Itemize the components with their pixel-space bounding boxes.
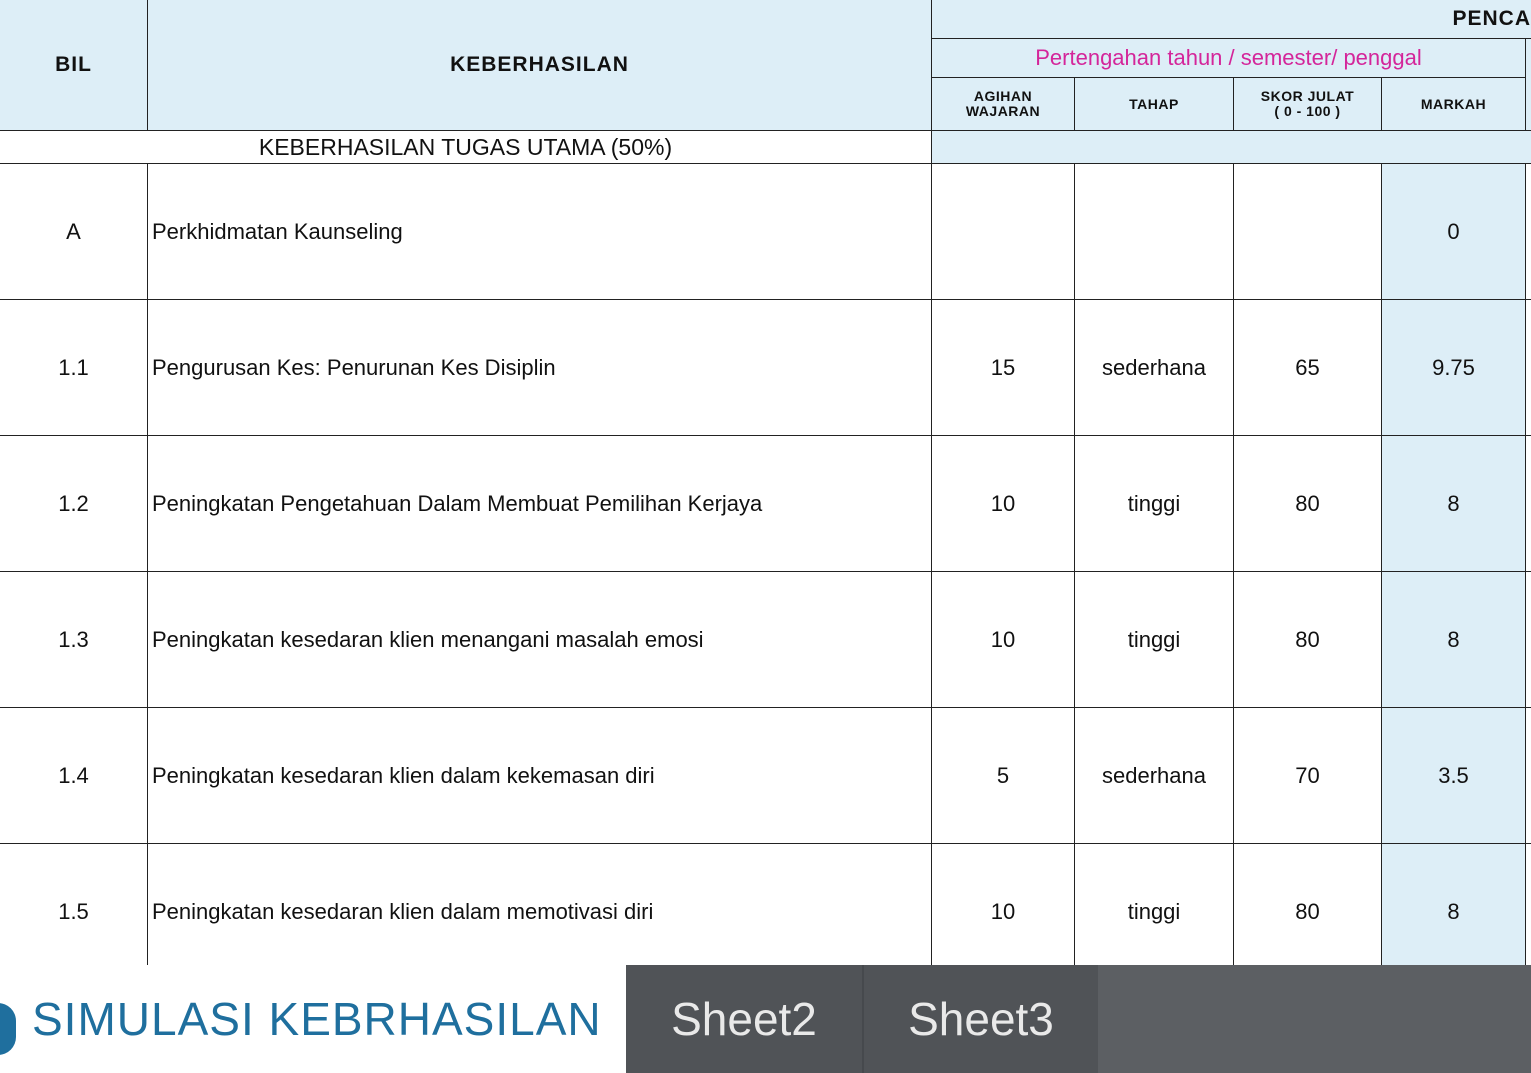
cell-extra[interactable] bbox=[1526, 436, 1531, 572]
header-bil[interactable]: BIL bbox=[0, 0, 148, 131]
cell-bil[interactable]: 1.1 bbox=[0, 300, 148, 436]
cell-keberhasilan[interactable]: Peningkatan kesedaran klien menangani masalah emosi bbox=[148, 572, 932, 708]
header-agihan-line2: WAJARAN bbox=[965, 103, 1041, 119]
cell-extra[interactable] bbox=[1526, 300, 1531, 436]
cell-skor[interactable]: 70 bbox=[1234, 708, 1382, 844]
cell-markah[interactable]: 8 bbox=[1382, 436, 1526, 572]
tab-sheet2[interactable] bbox=[626, 965, 864, 1073]
cell-agihan[interactable] bbox=[932, 164, 1075, 300]
cell-bil[interactable]: 1.5 bbox=[0, 844, 148, 965]
header-keberhasilan[interactable]: KEBERHASILAN bbox=[148, 0, 932, 131]
cell-tahap[interactable]: tinggi bbox=[1075, 436, 1234, 572]
cell-agihan[interactable]: 15 bbox=[932, 300, 1075, 436]
header-period[interactable]: Pertengahan tahun / semester/ penggal bbox=[932, 39, 1526, 78]
cell-bil[interactable]: 1.3 bbox=[0, 572, 148, 708]
cell-skor[interactable] bbox=[1234, 164, 1382, 300]
cell-extra[interactable] bbox=[1526, 844, 1531, 965]
header-tahap[interactable] bbox=[1075, 78, 1234, 131]
cell-agihan[interactable]: 10 bbox=[932, 572, 1075, 708]
cell-skor[interactable]: 80 bbox=[1234, 436, 1382, 572]
tab-sheet3[interactable] bbox=[864, 965, 1098, 1073]
cell-skor[interactable]: 80 bbox=[1234, 844, 1382, 965]
cell-bil[interactable]: A bbox=[0, 164, 148, 300]
cell-markah[interactable]: 0 bbox=[1382, 164, 1526, 300]
cell-extra[interactable] bbox=[1526, 708, 1531, 844]
cell-extra[interactable] bbox=[1526, 164, 1531, 300]
cell-markah[interactable]: 8 bbox=[1382, 844, 1526, 965]
cell-agihan[interactable]: 5 bbox=[932, 708, 1075, 844]
cell-skor[interactable]: 80 bbox=[1234, 572, 1382, 708]
cell-extra[interactable] bbox=[1526, 572, 1531, 708]
header-agihan-line1: AGIHAN bbox=[973, 88, 1033, 104]
cell-keberhasilan[interactable]: Peningkatan kesedaran klien dalam memotivasi diri bbox=[148, 844, 932, 965]
cell-tahap[interactable]: tinggi bbox=[1075, 844, 1234, 965]
cell-tahap[interactable]: sederhana bbox=[1075, 300, 1234, 436]
cell-tahap[interactable]: tinggi bbox=[1075, 572, 1234, 708]
header-skor-julat[interactable] bbox=[1234, 78, 1382, 131]
tab-sheet3-label: Sheet3 bbox=[908, 993, 1054, 1045]
tab-sheet2-label: Sheet2 bbox=[671, 993, 817, 1045]
cell-tahap[interactable] bbox=[1075, 164, 1234, 300]
cell-markah[interactable]: 3.5 bbox=[1382, 708, 1526, 844]
tab-simulasi-kebrhasilan[interactable] bbox=[0, 965, 626, 1073]
header-extra[interactable] bbox=[1526, 39, 1531, 131]
header-tahap-label: TAHAP bbox=[1129, 95, 1179, 112]
cell-bil[interactable]: 1.2 bbox=[0, 436, 148, 572]
cell-keberhasilan[interactable]: Peningkatan kesedaran klien dalam kekemasan diri bbox=[148, 708, 932, 844]
header-markah-label: MARKAH bbox=[1420, 95, 1487, 112]
cell-bil[interactable]: 1.4 bbox=[0, 708, 148, 844]
section-title[interactable]: KEBERHASILAN TUGAS UTAMA (50%) bbox=[0, 131, 932, 164]
cell-keberhasilan[interactable]: Pengurusan Kes: Penurunan Kes Disiplin bbox=[148, 300, 932, 436]
tab-bar-empty bbox=[1098, 965, 1531, 1073]
header-pencapaian[interactable]: PENCA bbox=[932, 0, 1531, 39]
cell-tahap[interactable]: sederhana bbox=[1075, 708, 1234, 844]
cell-agihan[interactable]: 10 bbox=[932, 436, 1075, 572]
cell-keberhasilan[interactable]: Peningkatan Pengetahuan Dalam Membuat Pemilihan Kerjaya bbox=[148, 436, 932, 572]
sheet-tab-bar bbox=[0, 965, 1531, 1073]
cell-agihan[interactable]: 10 bbox=[932, 844, 1075, 965]
header-agihan-wajaran[interactable] bbox=[932, 78, 1075, 131]
cell-markah[interactable]: 9.75 bbox=[1382, 300, 1526, 436]
header-skor-line2: ( 0 - 100 ) bbox=[1274, 103, 1341, 119]
cell-markah[interactable]: 8 bbox=[1382, 572, 1526, 708]
sheet-lock-icon bbox=[0, 1003, 16, 1055]
cell-keberhasilan[interactable]: Perkhidmatan Kaunseling bbox=[148, 164, 932, 300]
cell-skor[interactable]: 65 bbox=[1234, 300, 1382, 436]
header-skor-line1: SKOR JULAT bbox=[1260, 88, 1355, 104]
section-title-fill[interactable] bbox=[932, 131, 1531, 164]
header-markah[interactable] bbox=[1382, 78, 1526, 131]
tab-simulasi-label: SIMULASI KEBRHASILAN bbox=[32, 993, 602, 1045]
